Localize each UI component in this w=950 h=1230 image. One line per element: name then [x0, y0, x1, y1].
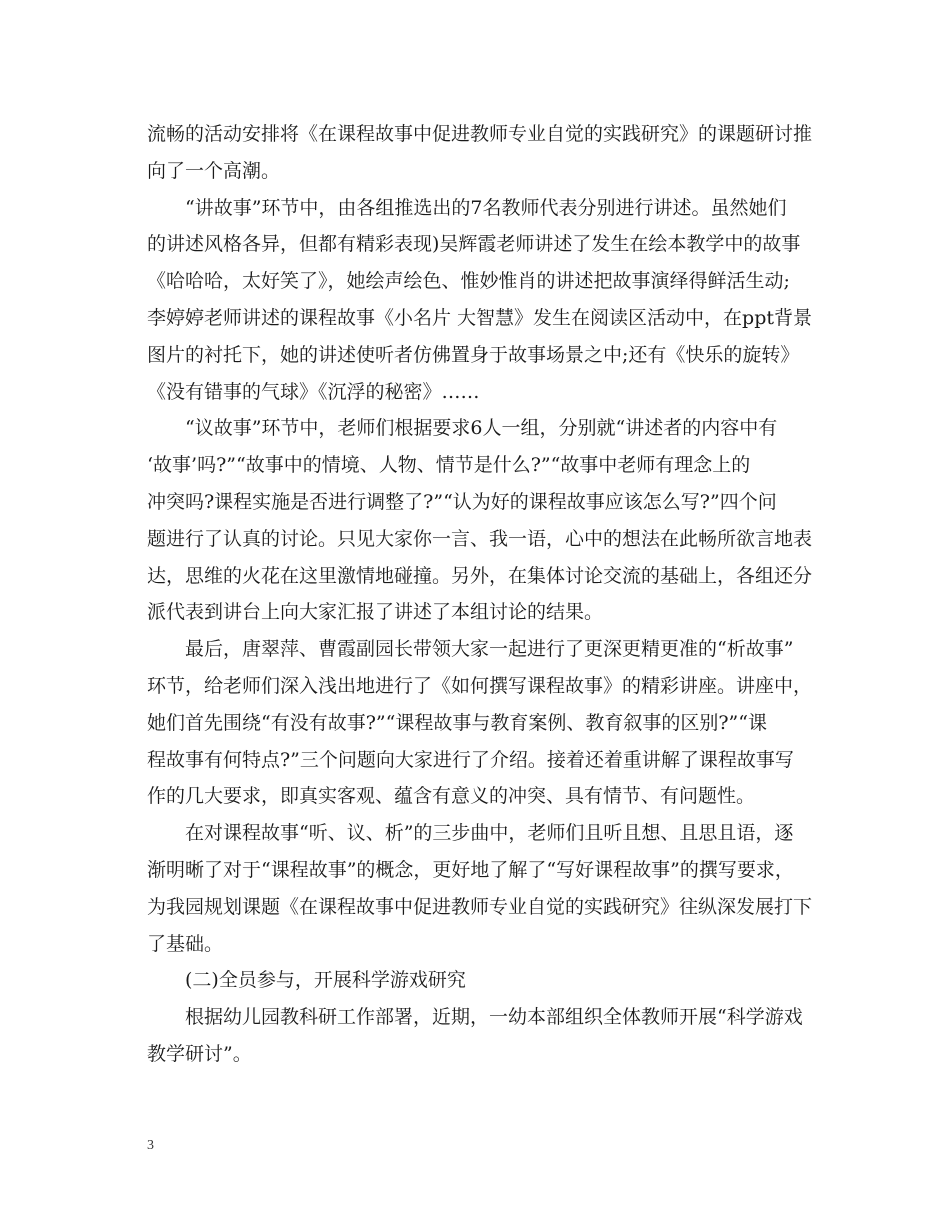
- text-line: 题进行了认真的讨论。只见大家你一言、我一语，心中的想法在此畅所欲言地表: [147, 527, 813, 550]
- text-line: 教学研讨”。: [147, 1042, 252, 1065]
- text-line: 渐明晰了对于“课程故事”的概念，更好地了解了“写好课程故事”的撰写要求，: [147, 858, 794, 881]
- text-line: 图片的衬托下，她的讲述使听者仿佛置身于故事场景之中;还有《快乐的旋转》: [147, 343, 800, 366]
- text-line: 《没有错事的气球》《沉浮的秘密》……: [147, 380, 480, 403]
- paragraph-start-line: “讲故事”环节中，由各组推选出的7名教师代表分别进行讲述。虽然她们: [185, 196, 787, 219]
- paragraph-start-line: 在对课程故事“听、议、析”的三步曲中，老师们且听且想、且思且语，逐: [185, 822, 794, 845]
- paragraph-start-line: “议故事”环节中，老师们根据要求6人一组，分别就“讲述者的内容中有: [185, 417, 778, 440]
- paragraph-start-line: 最后，唐翠萍、曹霞副园长带领大家一起进行了更深更精更准的“析故事”: [185, 638, 794, 661]
- text-line: 她们首先围绕“有没有故事?”“课程故事与教育案例、教育叙事的区别?”“课: [147, 711, 767, 734]
- text-line: 《哈哈哈，太好笑了》，她绘声绘色、惟妙惟肖的讲述把故事演绎得鲜活生动;: [147, 270, 790, 293]
- text-line: 的讲述风格各异，但都有精彩表现)吴辉霞老师讲述了发生在绘本教学中的故事: [147, 233, 801, 256]
- text-line: 程故事有何特点?”三个问题向大家进行了介绍。接着还着重讲解了课程故事写: [147, 748, 794, 771]
- text-line: 冲突吗?课程实施是否进行调整了?”“认为好的课程故事应该怎么写?”四个问: [147, 490, 777, 513]
- text-line: ‘故事’吗?”“故事中的情境、人物、情节是什么?”“故事中老师有理念上的: [147, 454, 751, 477]
- text-line: 达，思维的火花在这里激情地碰撞。另外，在集体讨论交流的基础上，各组还分: [147, 564, 813, 587]
- text-line: 为我园规划课题《在课程故事中促进教师专业自觉的实践研究》往纵深发展打下: [147, 895, 813, 918]
- text-line: 流畅的活动安排将《在课程故事中促进教师专业自觉的实践研究》的课题研讨推: [147, 123, 813, 145]
- text-line: 环节，给老师们深入浅出地进行了《如何撰写课程故事》的精彩讲座。讲座中，: [147, 674, 813, 697]
- paragraph-start-line: 根据幼儿园教科研工作部署，近期，一幼本部组织全体教师开展“科学游戏: [185, 1006, 803, 1029]
- text-line: 作的几大要求，即真实客观、蕴含有意义的冲突、具有情节、有问题性。: [147, 785, 756, 808]
- section-heading: (二)全员参与，开展科学游戏研究: [185, 969, 466, 992]
- text-line: 李婷婷老师讲述的课程故事《小名片 大智慧》发生在阅读区活动中，在ppt背景: [147, 306, 813, 329]
- text-line: 了基础。: [147, 932, 224, 955]
- text-line: 派代表到讲台上向大家汇报了讲述了本组讨论的结果。: [147, 601, 604, 624]
- page-number: 3: [147, 1138, 154, 1153]
- text-line: 向了一个高潮。: [147, 159, 281, 182]
- document-body: [147, 116, 813, 1073]
